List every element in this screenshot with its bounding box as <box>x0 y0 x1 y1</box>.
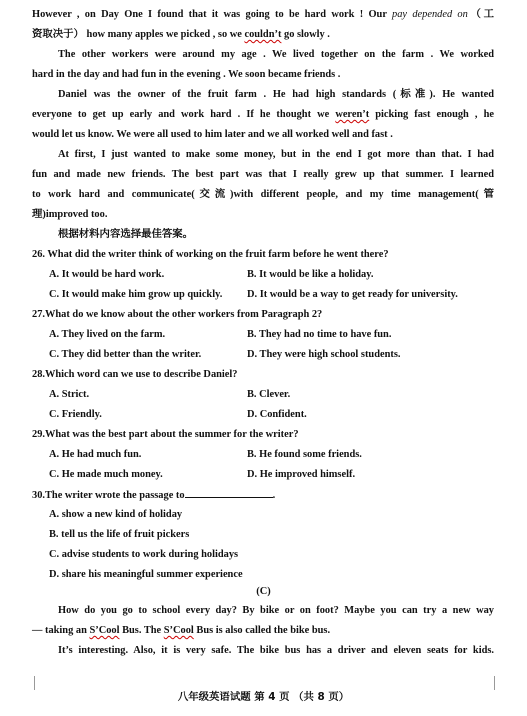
question-27-option-b[interactable]: B. They had no time to have fun. <box>247 329 392 340</box>
passage-b-p3-line2: everyone to get up early and work hard . If he thought we weren’t picking fast enough , he <box>32 109 494 120</box>
passage-b-p4-line4: 理)improved too. <box>32 209 108 220</box>
scool-word-2: S’Cool <box>163 625 194 636</box>
question-29-option-b[interactable]: B. He found some friends. <box>247 449 362 460</box>
question-27-option-d[interactable]: D. They were high school students. <box>247 349 401 360</box>
question-30-option-c[interactable]: C. advise students to work during holidays <box>49 549 239 560</box>
page-footer: 八年级英语试题 第 4 页 （共 8 页） <box>177 691 350 703</box>
scool-word: S’Cool <box>89 625 120 636</box>
question-28-option-d[interactable]: D. Confident. <box>247 409 307 420</box>
passage-c-line1: How do you go to school every day? By bike or on foot? Maybe you can try a new way <box>58 605 494 616</box>
question-26-option-b[interactable]: B. It would be like a holiday. <box>247 269 374 280</box>
passage-c-heading: (C) <box>256 586 271 597</box>
instruction: 根据材料内容选择最佳答案。 <box>58 229 194 240</box>
passage-c-line2: — taking an S’Cool Bus. The S’Cool Bus is also called the bike bus. <box>32 625 331 636</box>
passage-b-p2-line2: hard in the day and had fun in the evening . We soon became friends . <box>32 69 341 80</box>
passage-b-p1-line2: 资取决于） how many apples we picked , so we couldn’t go slowly . <box>32 29 330 40</box>
passage-b-p3-line1: Daniel was the owner of the fruit farm . He had high standards (标准). He wanted <box>58 89 494 100</box>
question-29-option-d[interactable]: D. He improved himself. <box>247 469 356 480</box>
pay-depended-on-phrase: pay depended on <box>392 9 468 20</box>
question-30-option-a[interactable]: A. show a new kind of holiday <box>49 509 183 520</box>
passage-b-p1-line1: However , on Day One I found that it was going to be hard work ! Our pay depended on（工 <box>32 9 494 20</box>
question-27-option-c[interactable]: C. They did better than the writer. <box>49 349 202 360</box>
question-28-stem: 28.Which word can we use to describe Daniel? <box>32 369 238 380</box>
question-29-option-c[interactable]: C. He made much money. <box>49 469 163 480</box>
question-30-option-d[interactable]: D. share his meaningful summer experience <box>49 569 243 580</box>
question-30-stem: 30.The writer wrote the passage to . <box>32 490 276 501</box>
passage-b-p2-line1: The other workers were around my age . We lived together on the farm . We worked <box>58 49 494 60</box>
answer-blank[interactable] <box>185 488 273 498</box>
question-29-option-a[interactable]: A. He had much fun. <box>49 449 142 460</box>
question-28-option-a[interactable]: A. Strict. <box>49 389 90 400</box>
couldnt-word: couldn’t <box>244 29 282 40</box>
question-30-option-b[interactable]: B. tell us the life of fruit pickers <box>49 529 190 540</box>
passage-c-line3: It’s interesting. Also, it is very safe. The bike bus has a driver and eleven seats for kids. <box>58 645 494 656</box>
question-27-stem: 27.What do we know about the other workers from Paragraph 2? <box>32 309 323 320</box>
question-28-option-b[interactable]: B. Clever. <box>247 389 291 400</box>
question-28-option-c[interactable]: C. Friendly. <box>49 409 102 420</box>
question-26-option-d[interactable]: D. It would be a way to get ready for university. <box>247 289 458 300</box>
question-26-stem: 26. What did the writer think of working on the fruit farm before he went there? <box>32 249 389 260</box>
question-26-option-c[interactable]: C. It would make him grow up quickly. <box>49 289 223 300</box>
passage-b-p3-line3: would let us know. We were all used to him later and we all worked well and fast . <box>32 129 393 140</box>
question-26-option-a[interactable]: A. It would be hard work. <box>49 269 165 280</box>
question-29-stem: 29.What was the best part about the summer for the writer? <box>32 429 299 440</box>
passage-b-p4-line1: At first, I just wanted to make some money, but in the end I got more than that. I had <box>58 149 494 160</box>
passage-b-p4-line2: fun and made new friends. The best part was that I really grew up that summer. I learned <box>32 169 494 180</box>
passage-b-p4-line3: to work hard and communicate(交流)with different people, and my time management(管 <box>32 189 494 200</box>
werent-word: weren’t <box>335 109 370 120</box>
question-27-option-a[interactable]: A. They lived on the farm. <box>49 329 166 340</box>
